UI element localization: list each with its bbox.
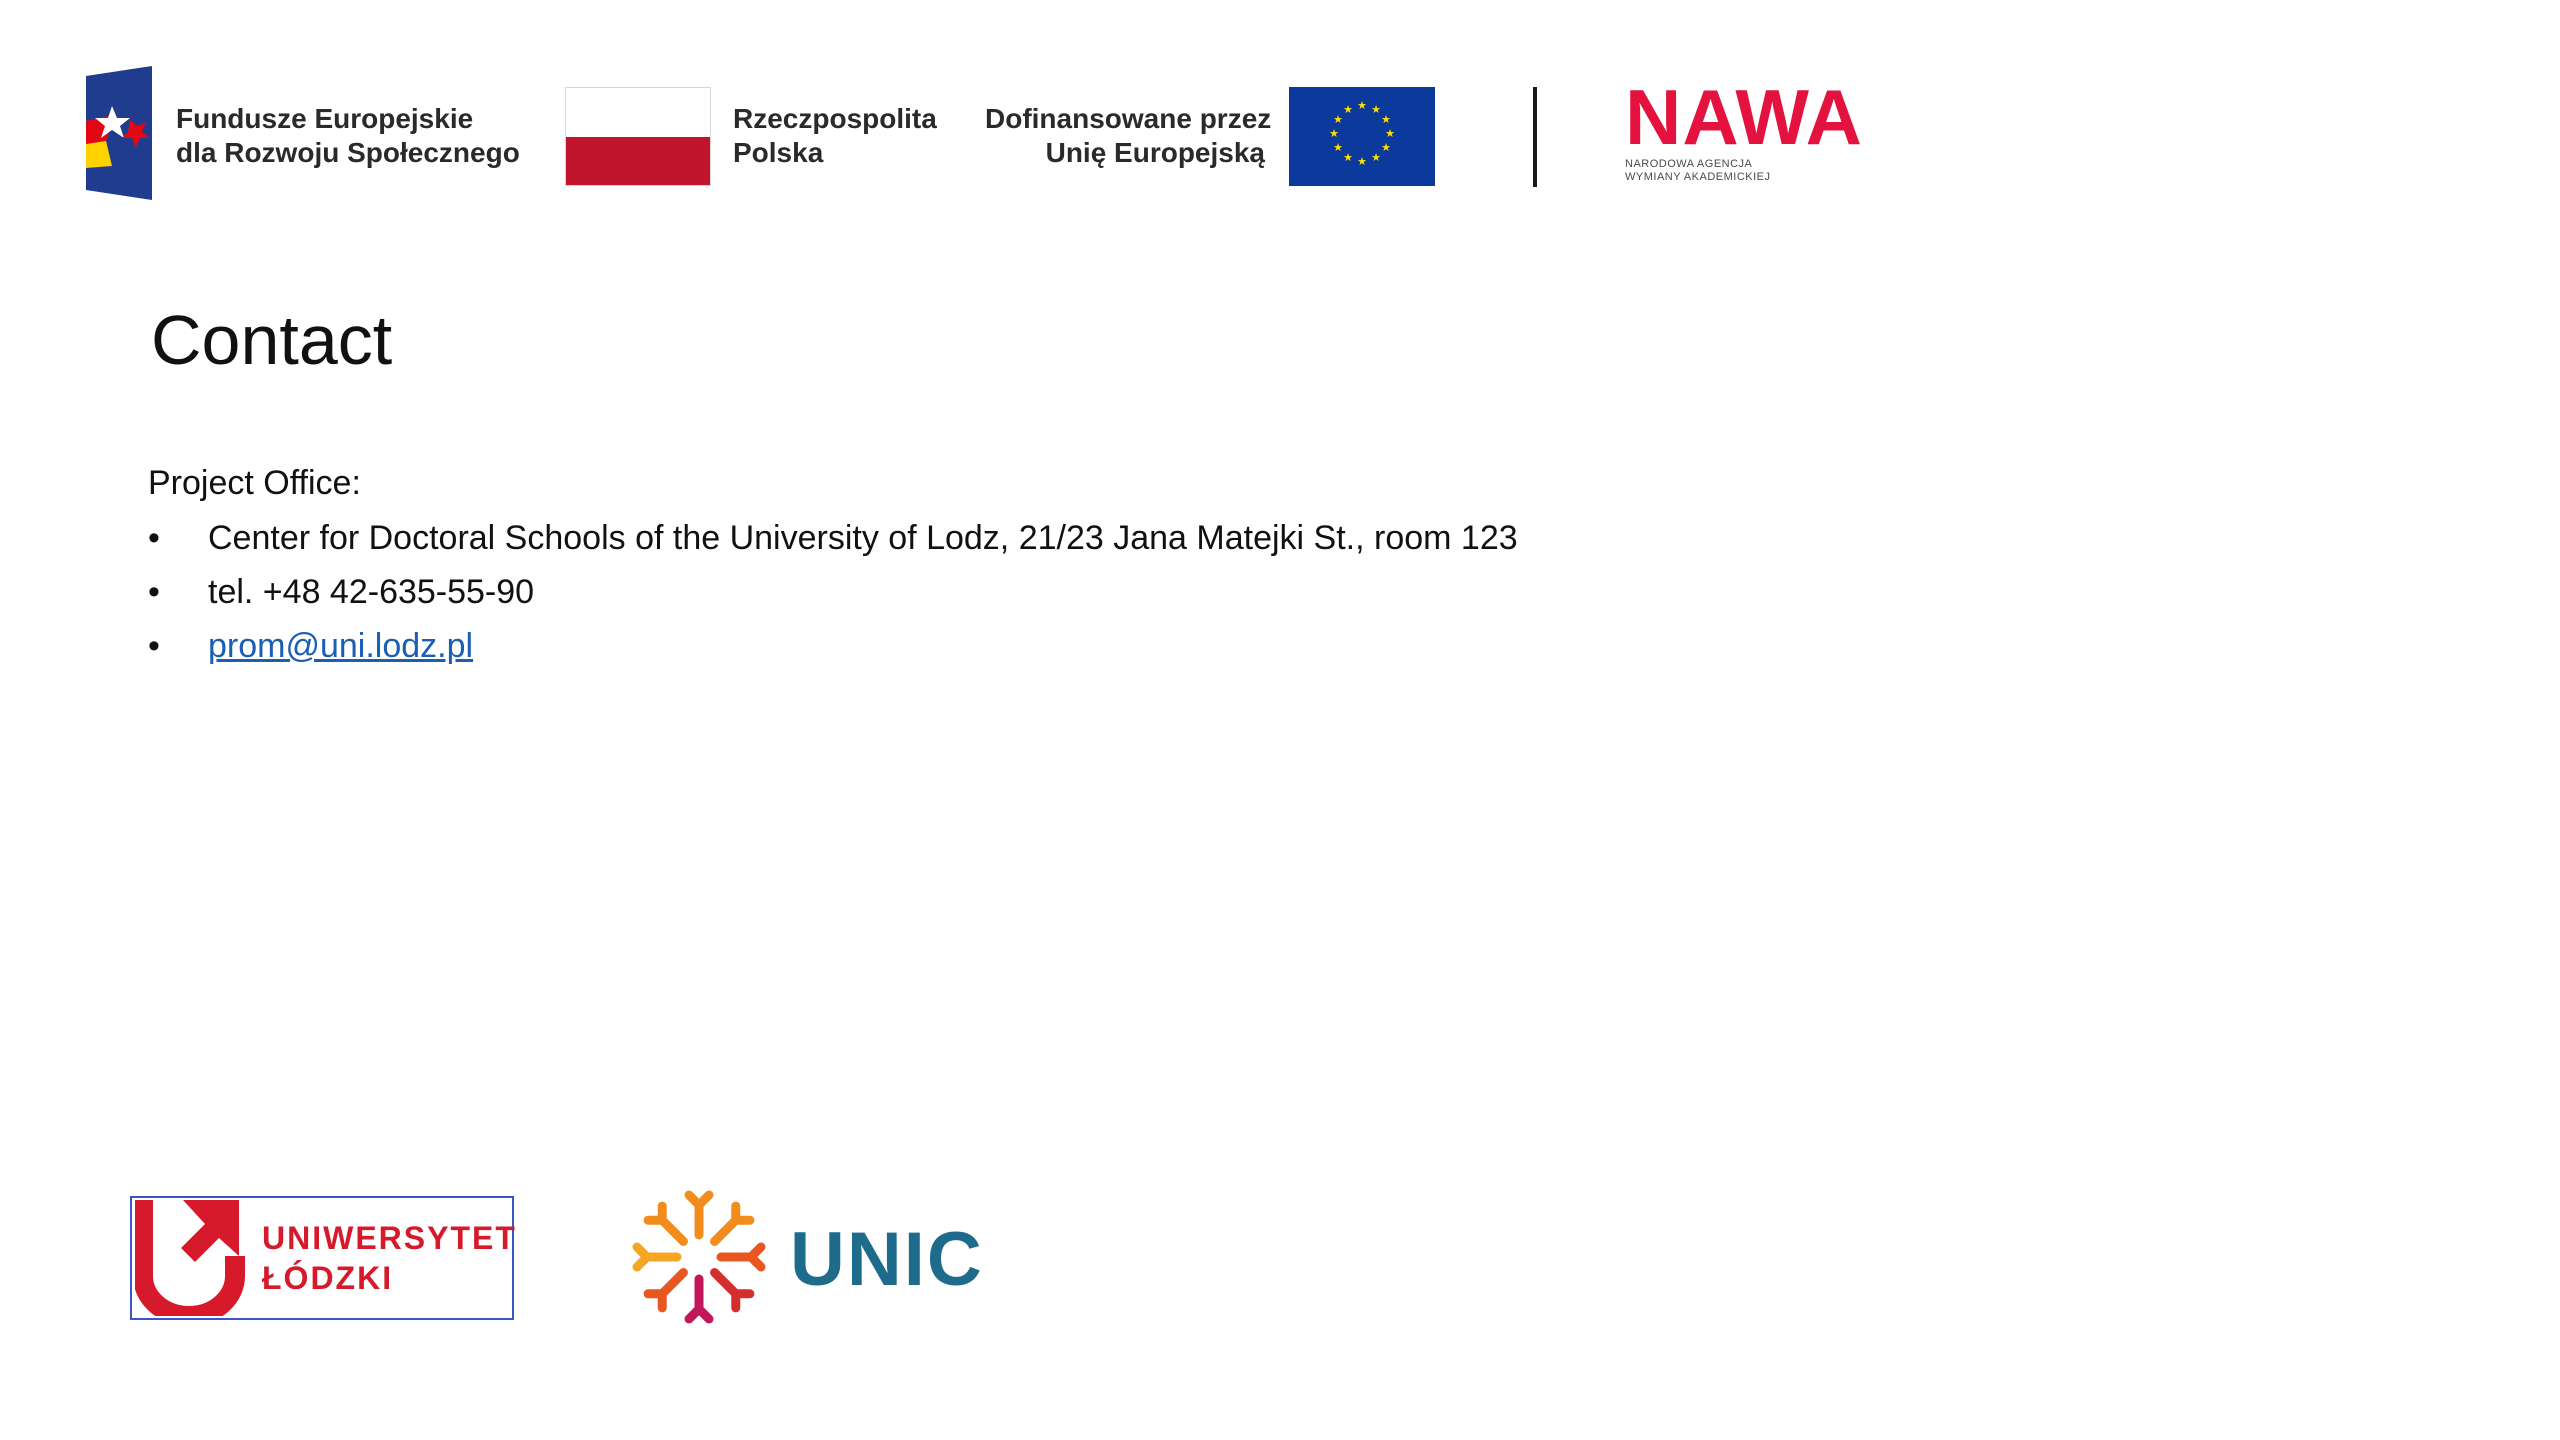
svg-text:★: ★ xyxy=(1381,141,1391,154)
bullet: • xyxy=(148,627,160,665)
nawa-name: NAWA xyxy=(1625,73,1863,161)
address-text: Center for Doctoral Schools of the University of Lodz, 21/23 Jana Matejki St., room 123 xyxy=(208,519,1518,557)
unic-name: UNIC xyxy=(790,1217,984,1302)
svg-text:★: ★ xyxy=(1329,127,1339,140)
svg-text:★: ★ xyxy=(1343,151,1353,164)
eu-logo-text xyxy=(985,102,1272,170)
poland-logo-text xyxy=(733,102,937,170)
nawa-sub-line1: NARODOWA AGENCJA xyxy=(1625,158,1753,170)
svg-text:★: ★ xyxy=(1333,141,1343,154)
svg-text:★: ★ xyxy=(1343,103,1353,116)
poland-line1: Rzeczpospolita xyxy=(733,103,937,134)
funds-europe-line1: Fundusze Europejskie xyxy=(176,103,474,134)
project-office-label: Project Office: xyxy=(148,464,361,502)
eu-flag-icon xyxy=(1289,87,1435,186)
svg-text:★: ★ xyxy=(1371,103,1381,116)
university-lodz-logo xyxy=(130,1196,517,1320)
bullet: • xyxy=(148,573,160,611)
logo-divider xyxy=(1533,87,1537,187)
university-lodz-line1: UNIWERSYTET xyxy=(262,1220,517,1256)
university-lodz-line2: ŁÓDZKI xyxy=(262,1260,394,1296)
svg-text:★: ★ xyxy=(1385,127,1395,140)
funds-europe-line2: dla Rozwoju Społecznego xyxy=(176,137,520,168)
funds-europe-logo-text xyxy=(176,102,520,170)
nawa-sub-line2: WYMIANY AKADEMICKIEJ xyxy=(1625,171,1771,183)
university-lodz-icon xyxy=(135,1198,245,1316)
svg-text:★: ★ xyxy=(1333,113,1343,126)
eu-line1: Dofinansowane przez xyxy=(985,103,1272,134)
email-link[interactable]: prom@uni.lodz.pl xyxy=(208,627,474,665)
svg-text:★: ★ xyxy=(1357,99,1367,112)
phone-text: tel. +48 42-635-55-90 xyxy=(208,573,535,611)
eu-line2: Unię Europejską xyxy=(1045,137,1265,168)
svg-text:★: ★ xyxy=(1381,113,1391,126)
nawa-logo xyxy=(1625,73,1865,192)
poland-line2: Polska xyxy=(733,137,824,168)
poland-flag-icon xyxy=(565,87,711,186)
svg-text:★: ★ xyxy=(1357,155,1367,168)
unic-sun-icon xyxy=(630,1188,768,1326)
svg-text:★: ★ xyxy=(1371,151,1381,164)
funds-europe-icon xyxy=(86,66,156,200)
bullet: • xyxy=(148,519,160,557)
page-title: Contact xyxy=(151,301,393,379)
